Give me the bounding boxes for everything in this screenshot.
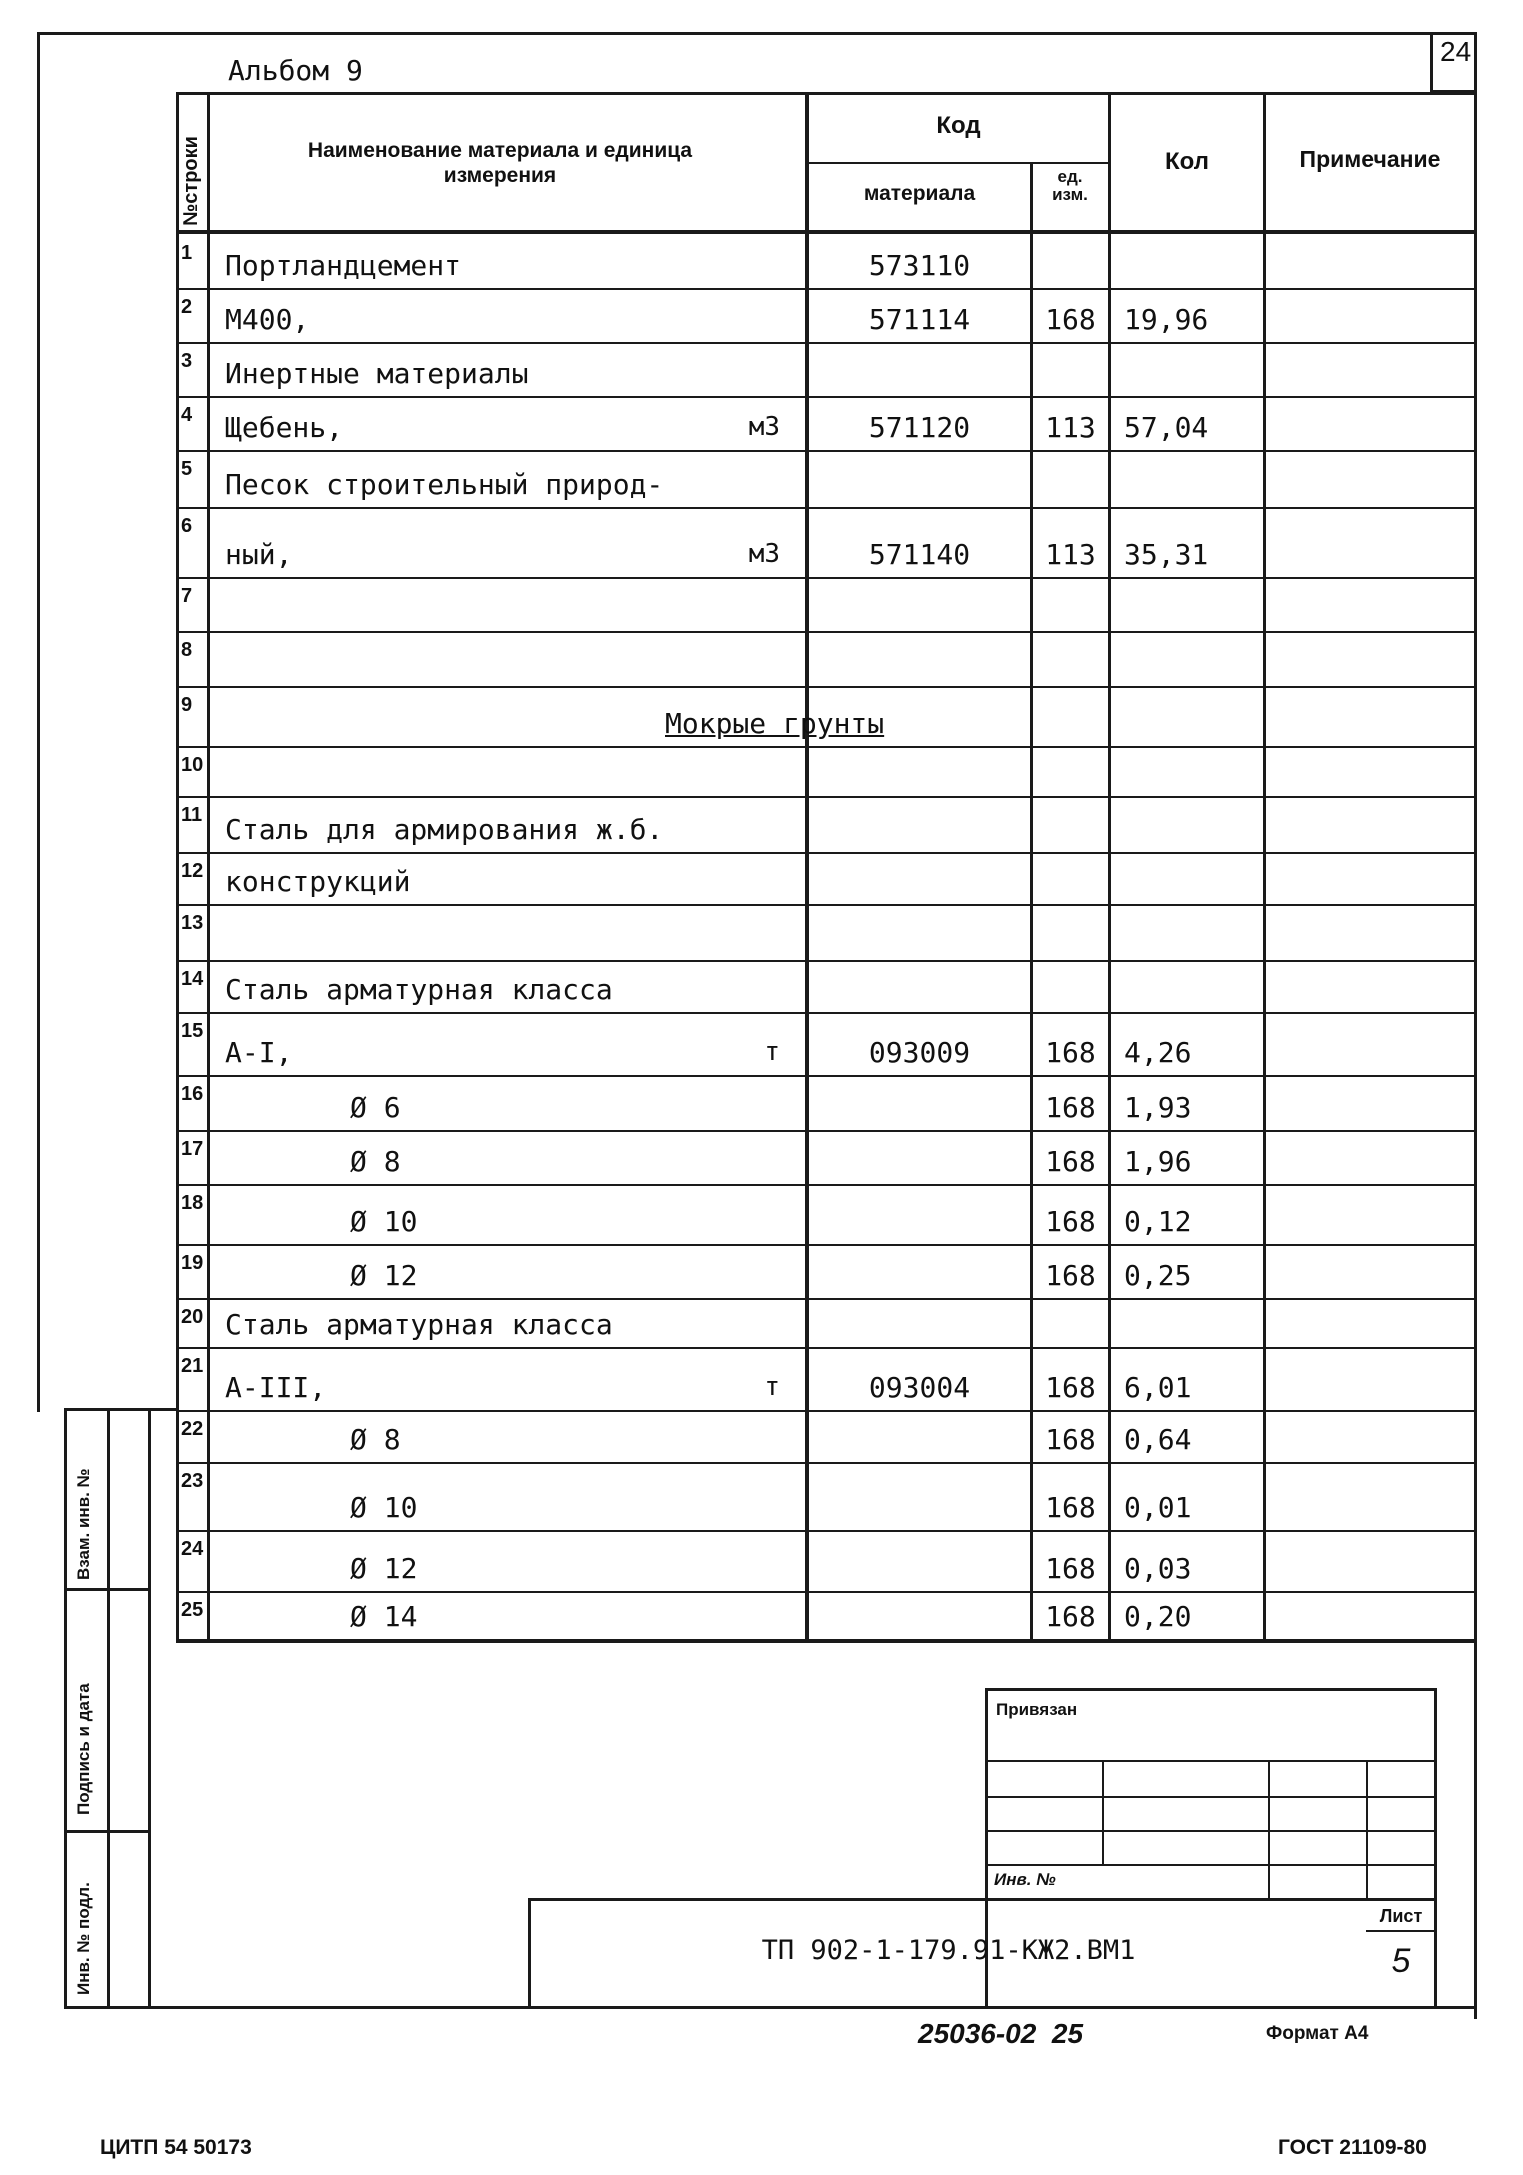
code-group-header: Код: [936, 112, 981, 139]
material-name: Ø 10: [350, 1491, 418, 1524]
material-name: Ø 12: [350, 1552, 418, 1585]
row-number: 18: [181, 1192, 204, 1214]
material-name: Сталь арматурная класса: [225, 973, 613, 1006]
material-name: Сталь для армирования ж.б.: [225, 813, 664, 846]
material-code: 571114: [868, 303, 971, 336]
unit-code: 168: [1045, 1600, 1096, 1633]
unit-code: 113: [1045, 411, 1096, 444]
document-designation: ТП 902-1-179.91-КЖ2.ВМ1: [761, 1935, 1136, 1966]
name-column-header: Наименование материала и единица измерения: [307, 139, 693, 188]
footer-gost: ГОСТ 21109-80: [1278, 2136, 1427, 2159]
row-number: 21: [181, 1355, 204, 1377]
quantity-value: 0,20: [1124, 1600, 1192, 1633]
row-number: 5: [181, 458, 193, 480]
unit-code: 168: [1045, 303, 1096, 336]
material-name: Портландцемент: [225, 249, 462, 282]
unit-code: 168: [1045, 1552, 1096, 1585]
material-name: Ø 12: [350, 1259, 418, 1292]
podpis-data-label: Подпись и дата: [74, 1683, 93, 1815]
unit-code: 168: [1045, 1371, 1096, 1404]
row-number: 19: [181, 1252, 204, 1274]
material-name: Мокрые грунты: [665, 707, 885, 740]
material-unit: м3: [748, 539, 780, 569]
quantity-value: 1,96: [1124, 1145, 1192, 1178]
row-number: 6: [181, 515, 193, 537]
row-number: 16: [181, 1083, 204, 1105]
material-unit: т: [764, 1372, 780, 1402]
material-code: 571140: [868, 538, 971, 571]
row-number: 9: [181, 694, 193, 716]
vzam-inv-label: Взам. инв. №: [74, 1468, 93, 1580]
code-unit-header: ед. изм.: [1052, 167, 1088, 204]
material-code: 571120: [868, 411, 971, 444]
material-name: Песок строительный природ-: [225, 468, 664, 501]
row-number: 1: [181, 242, 193, 264]
unit-code: 168: [1045, 1091, 1096, 1124]
unit-code: 168: [1045, 1036, 1096, 1069]
row-number: 22: [181, 1418, 204, 1440]
quantity-value: 35,31: [1124, 538, 1209, 571]
row-number-header: №строки: [180, 136, 202, 226]
unit-code: 168: [1045, 1145, 1096, 1178]
material-code: 093004: [868, 1371, 971, 1404]
material-name: конструкций: [225, 865, 411, 898]
row-number: 15: [181, 1020, 204, 1042]
quantity-value: 0,25: [1124, 1259, 1192, 1292]
row-number: 23: [181, 1470, 204, 1492]
material-name: М400,: [225, 303, 310, 336]
material-name: Ø 14: [350, 1600, 418, 1633]
privyazan-label: Привязан: [996, 1700, 1078, 1719]
sheet-label: Лист: [1379, 1906, 1423, 1926]
quantity-value: 57,04: [1124, 411, 1209, 444]
code-material-header: материала: [863, 182, 976, 205]
material-name: ный,: [225, 538, 293, 571]
footer-left-code: ЦИТП 54 50173: [100, 2136, 252, 2159]
row-number: 10: [181, 754, 204, 776]
quantity-value: 0,12: [1124, 1205, 1192, 1238]
document-number: 25036-02 25: [918, 2018, 1084, 2049]
unit-code: 168: [1045, 1491, 1096, 1524]
inv-no-label: Инв. №: [994, 1870, 1056, 1889]
qty-header: Кол: [1165, 148, 1209, 175]
row-number: 11: [181, 804, 203, 826]
material-name: Ø 8: [350, 1145, 401, 1178]
quantity-value: 0,03: [1124, 1552, 1192, 1585]
row-number: 2: [181, 296, 193, 318]
row-number: 12: [181, 860, 204, 882]
album-label: Альбом 9: [228, 54, 363, 87]
unit-code: 168: [1045, 1205, 1096, 1238]
row-number: 7: [181, 585, 193, 607]
material-name: А-I,: [225, 1036, 293, 1069]
material-name: Щебень,: [225, 411, 344, 444]
material-code: 573110: [868, 249, 971, 282]
row-number: 3: [181, 350, 193, 372]
note-header: Примечание: [1299, 146, 1441, 172]
material-name: Ø 8: [350, 1423, 401, 1456]
row-number: 14: [181, 968, 204, 990]
quantity-value: 0,01: [1124, 1491, 1192, 1524]
page-number: 24: [1440, 36, 1472, 67]
sheet-number: 5: [1391, 1942, 1411, 1980]
quantity-value: 1,93: [1124, 1091, 1192, 1124]
row-number: 17: [181, 1138, 204, 1160]
format-label: Формат А4: [1266, 2023, 1369, 2044]
material-name: Сталь арматурная класса: [225, 1308, 613, 1341]
quantity-value: 19,96: [1124, 303, 1209, 336]
material-name: Ø 10: [350, 1205, 418, 1238]
row-number: 24: [181, 1538, 204, 1560]
unit-code: 168: [1045, 1423, 1096, 1456]
row-number: 13: [181, 912, 204, 934]
quantity-value: 6,01: [1124, 1371, 1192, 1404]
row-number: 25: [181, 1599, 204, 1621]
row-number: 20: [181, 1306, 204, 1328]
unit-code: 168: [1045, 1259, 1096, 1292]
row-number: 4: [181, 404, 193, 426]
material-unit: м3: [748, 412, 780, 442]
material-unit: т: [764, 1037, 780, 1067]
material-name: Инертные материалы: [225, 357, 529, 390]
quantity-value: 4,26: [1124, 1036, 1192, 1069]
material-name: А-III,: [225, 1371, 327, 1404]
row-number: 8: [181, 639, 193, 661]
material-name: Ø 6: [350, 1091, 401, 1124]
material-code: 093009: [868, 1036, 971, 1069]
unit-code: 113: [1045, 538, 1096, 571]
inv-podl-label: Инв. № подл.: [74, 1882, 93, 1995]
quantity-value: 0,64: [1124, 1423, 1192, 1456]
